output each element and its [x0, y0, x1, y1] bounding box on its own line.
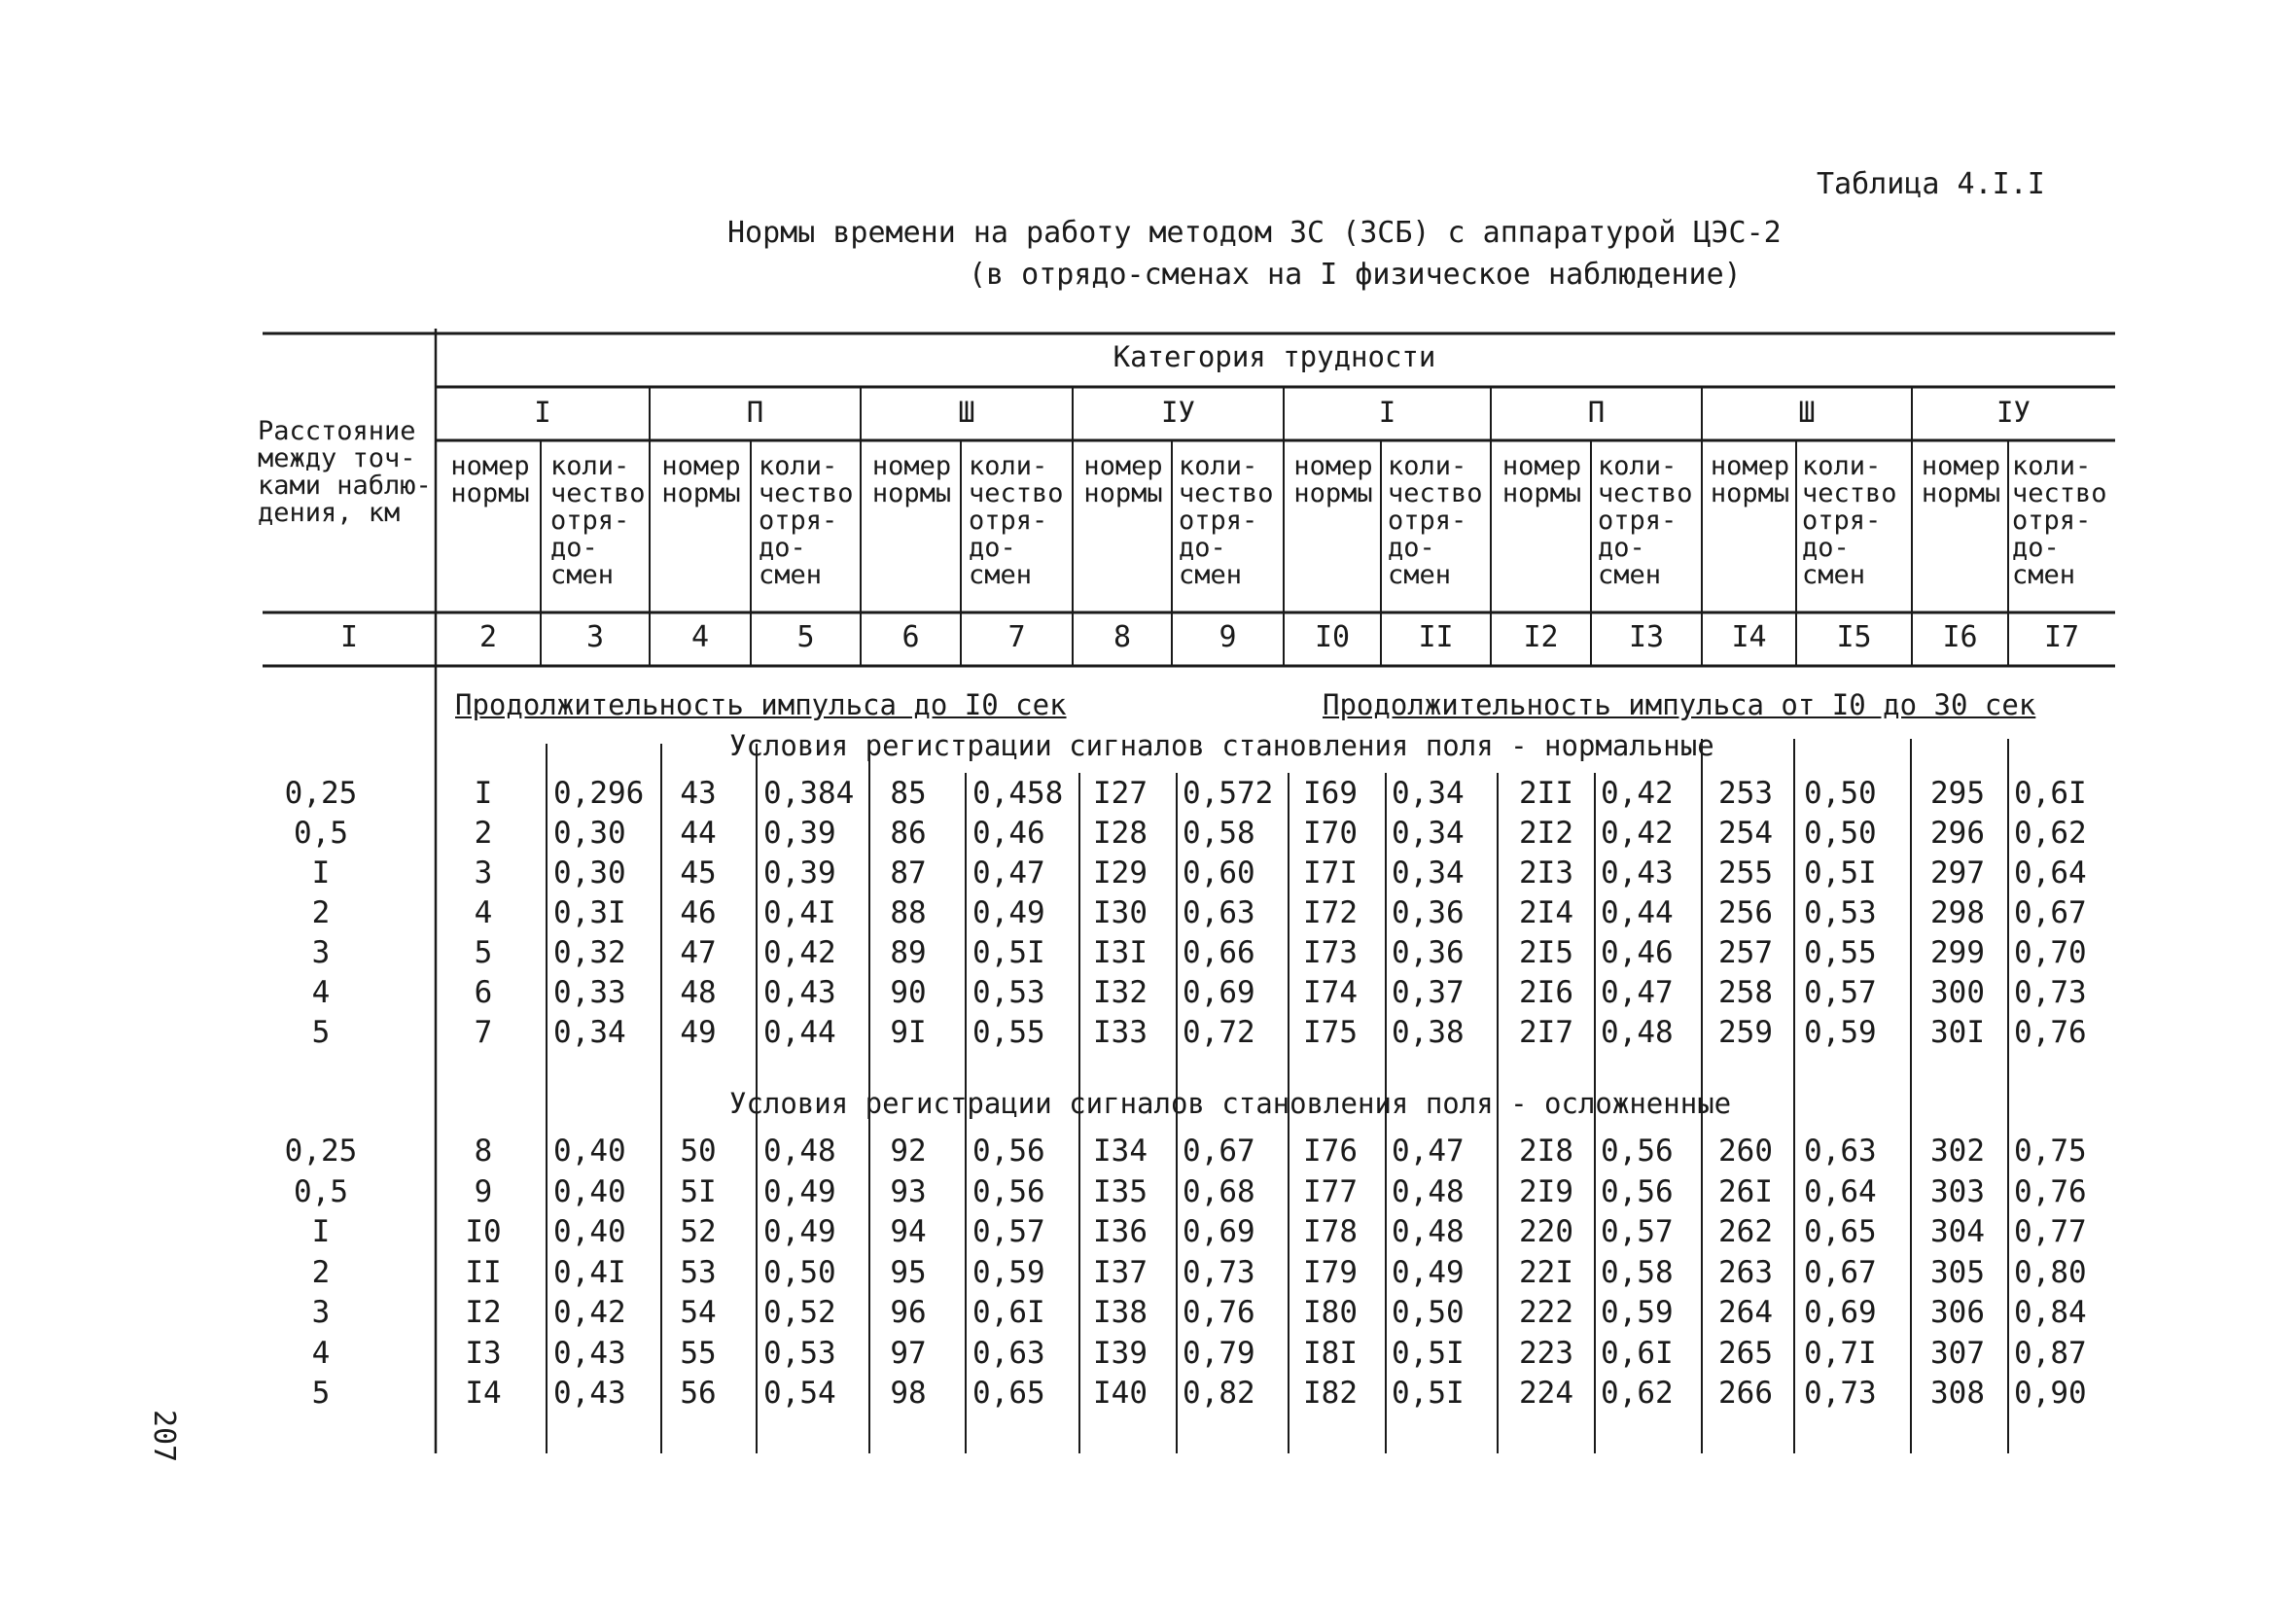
- norm-number-cell: I7I: [1303, 856, 1358, 891]
- category-label: Ш: [1798, 396, 1816, 429]
- norm-number-cell: 263: [1718, 1254, 1773, 1290]
- norm-number-cell: 307: [1930, 1335, 1985, 1371]
- norm-number-cell: 2I9: [1519, 1173, 1573, 1209]
- norm-number-cell: 47: [680, 935, 717, 970]
- norm-number-cell: 306: [1930, 1295, 1985, 1330]
- quantity-cell: 0,50: [1392, 1295, 1465, 1330]
- norm-number-cell: I30: [1093, 895, 1148, 930]
- norm-number-cell: 304: [1930, 1214, 1985, 1249]
- quantity-cell: 0,80: [2014, 1254, 2087, 1290]
- quantity-cell: 0,48: [1392, 1214, 1465, 1249]
- norm-number-cell: 50: [680, 1134, 717, 1169]
- quantity-cell: 0,42: [553, 1295, 626, 1330]
- norm-number-cell: 2I6: [1519, 975, 1573, 1010]
- norm-number-cell: I27: [1093, 776, 1148, 811]
- norm-number-cell: 87: [890, 856, 927, 891]
- norm-number-cell: I2: [465, 1295, 502, 1330]
- quantity-cell: 0,58: [1183, 816, 1255, 851]
- quantity-cell: 0,49: [1392, 1254, 1465, 1290]
- quantity-cell: 0,5I: [972, 935, 1045, 970]
- distance-cell: 4: [311, 975, 331, 1010]
- quantity-cell: 0,73: [2014, 975, 2087, 1010]
- quantity-cell: 0,33: [553, 975, 626, 1010]
- norm-number-header: номер нормы: [1710, 451, 1790, 508]
- norm-number-cell: I4: [465, 1376, 502, 1411]
- distance-cell: 2: [311, 895, 331, 930]
- norm-number-cell: 7: [474, 1015, 493, 1050]
- norm-number-cell: I76: [1303, 1134, 1358, 1169]
- quantity-cell: 0,59: [972, 1254, 1045, 1290]
- norm-number-cell: I28: [1093, 816, 1148, 851]
- norm-number-cell: I82: [1303, 1376, 1358, 1411]
- category-label: IУ: [1996, 396, 2031, 429]
- quantity-cell: 0,384: [763, 776, 855, 811]
- column-number: I0: [1314, 620, 1351, 654]
- quantity-cell: 0,34: [1392, 816, 1465, 851]
- quantity-cell: 0,62: [2014, 816, 2087, 851]
- quantity-cell: 0,6I: [1601, 1335, 1674, 1371]
- distance-cell: 0,25: [284, 776, 358, 811]
- distance-cell: 2: [311, 1254, 331, 1290]
- quantity-cell: 0,43: [1601, 856, 1674, 891]
- norm-number-cell: 266: [1718, 1376, 1773, 1411]
- quantity-cell: 0,77: [2014, 1214, 2087, 1249]
- quantity-cell: 0,53: [763, 1335, 836, 1371]
- column-number: 2: [478, 620, 498, 654]
- norm-number-cell: I8I: [1303, 1335, 1358, 1371]
- distance-cell: I: [311, 1214, 331, 1249]
- norm-number-cell: 92: [890, 1134, 927, 1169]
- quantity-cell: 0,79: [1183, 1335, 1255, 1371]
- norm-number-cell: 262: [1718, 1214, 1773, 1249]
- quantity-cell: 0,39: [763, 816, 836, 851]
- quantity-cell: 0,55: [1804, 935, 1877, 970]
- norm-number-cell: 55: [680, 1335, 717, 1371]
- quantity-cell: 0,49: [763, 1173, 836, 1209]
- quantity-cell: 0,50: [1804, 816, 1877, 851]
- quantity-cell: 0,43: [553, 1376, 626, 1411]
- norm-number-cell: 2II: [1519, 776, 1573, 811]
- quantity-cell: 0,30: [553, 816, 626, 851]
- norm-number-cell: 308: [1930, 1376, 1985, 1411]
- norm-number-cell: 85: [890, 776, 927, 811]
- norm-number-cell: 52: [680, 1214, 717, 1249]
- norm-number-cell: I35: [1093, 1173, 1148, 1209]
- norm-number-header: номер нормы: [1293, 451, 1373, 508]
- category-label: Ш: [958, 396, 975, 429]
- norm-number-cell: 30I: [1930, 1015, 1985, 1050]
- norm-number-cell: I72: [1303, 895, 1358, 930]
- quantity-cell: 0,69: [1183, 1214, 1255, 1249]
- quantity-cell: 0,458: [972, 776, 1064, 811]
- quantity-cell: 0,59: [1601, 1295, 1674, 1330]
- quantity-cell: 0,50: [1804, 776, 1877, 811]
- quantity-header: коли- чество отря- до- смен: [759, 451, 854, 590]
- quantity-cell: 0,75: [2014, 1134, 2087, 1169]
- norm-number-cell: 3: [474, 856, 493, 891]
- norm-number-cell: I36: [1093, 1214, 1148, 1249]
- distance-cell: 0,25: [284, 1134, 358, 1169]
- quantity-cell: 0,56: [972, 1173, 1045, 1209]
- norm-number-cell: 2I5: [1519, 935, 1573, 970]
- quantity-cell: 0,4I: [553, 1254, 626, 1290]
- column-number: 3: [585, 620, 605, 654]
- quantity-cell: 0,56: [1601, 1173, 1674, 1209]
- norm-number-cell: I: [474, 776, 493, 811]
- norm-number-header: номер нормы: [450, 451, 530, 508]
- norm-number-cell: I74: [1303, 975, 1358, 1010]
- norm-number-cell: I79: [1303, 1254, 1358, 1290]
- quantity-cell: 0,48: [1601, 1015, 1674, 1050]
- quantity-cell: 0,87: [2014, 1335, 2087, 1371]
- quantity-cell: 0,47: [1392, 1134, 1465, 1169]
- quantity-header: коли- чество отря- до- смен: [2012, 451, 2107, 590]
- norm-number-cell: 97: [890, 1335, 927, 1371]
- distance-cell: 0,5: [294, 816, 348, 851]
- norm-number-cell: II: [465, 1254, 502, 1290]
- quantity-cell: 0,49: [763, 1214, 836, 1249]
- column-number: 8: [1113, 620, 1132, 654]
- quantity-cell: 0,66: [1183, 935, 1255, 970]
- column-number: I3: [1628, 620, 1665, 654]
- norm-number-cell: I34: [1093, 1134, 1148, 1169]
- norm-number-cell: I69: [1303, 776, 1358, 811]
- quantity-cell: 0,44: [763, 1015, 836, 1050]
- column-number: 6: [901, 620, 920, 654]
- quantity-cell: 0,32: [553, 935, 626, 970]
- quantity-header: коли- чество отря- до- смен: [1802, 451, 1897, 590]
- quantity-cell: 0,90: [2014, 1376, 2087, 1411]
- column-number: I4: [1731, 620, 1767, 654]
- norm-number-cell: 303: [1930, 1173, 1985, 1209]
- norm-number-cell: 2I8: [1519, 1134, 1573, 1169]
- quantity-cell: 0,63: [1804, 1134, 1877, 1169]
- norm-number-cell: 264: [1718, 1295, 1773, 1330]
- quantity-cell: 0,37: [1392, 975, 1465, 1010]
- norm-number-cell: 305: [1930, 1254, 1985, 1290]
- category-label: П: [746, 396, 764, 429]
- norm-number-cell: 260: [1718, 1134, 1773, 1169]
- distance-cell: 5: [311, 1015, 331, 1050]
- quantity-cell: 0,48: [763, 1134, 836, 1169]
- norm-number-cell: 300: [1930, 975, 1985, 1010]
- quantity-cell: 0,5I: [1804, 856, 1877, 891]
- quantity-header: коли- чество отря- до- смен: [969, 451, 1064, 590]
- quantity-cell: 0,36: [1392, 895, 1465, 930]
- column-number: I5: [1836, 620, 1872, 654]
- norm-number-header: номер нормы: [1921, 451, 2001, 508]
- quantity-cell: 0,42: [1601, 776, 1674, 811]
- norm-number-cell: 26I: [1718, 1173, 1773, 1209]
- norm-number-cell: 259: [1718, 1015, 1773, 1050]
- quantity-cell: 0,42: [763, 935, 836, 970]
- table-title: Нормы времени на работу методом ЗС (ЗСБ) с аппаратурой ЦЭС-2: [727, 216, 1782, 250]
- norm-number-cell: 48: [680, 975, 717, 1010]
- norm-number-cell: I75: [1303, 1015, 1358, 1050]
- norm-number-cell: I80: [1303, 1295, 1358, 1330]
- norm-number-cell: 2I2: [1519, 816, 1573, 851]
- quantity-cell: 0,64: [2014, 856, 2087, 891]
- quantity-cell: 0,67: [1804, 1254, 1877, 1290]
- quantity-cell: 0,73: [1183, 1254, 1255, 1290]
- quantity-cell: 0,40: [553, 1173, 626, 1209]
- quantity-cell: 0,67: [1183, 1134, 1255, 1169]
- quantity-cell: 0,46: [972, 816, 1045, 851]
- norm-number-cell: 49: [680, 1015, 717, 1050]
- quantity-cell: 0,36: [1392, 935, 1465, 970]
- norm-number-cell: I3I: [1093, 935, 1148, 970]
- norm-number-cell: I78: [1303, 1214, 1358, 1249]
- quantity-cell: 0,50: [763, 1254, 836, 1290]
- norm-number-header: номер нормы: [1501, 451, 1582, 508]
- norm-number-cell: 4: [474, 895, 493, 930]
- norm-number-cell: 6: [474, 975, 493, 1010]
- quantity-header: коли- чество отря- до- смен: [550, 451, 646, 590]
- distance-cell: 4: [311, 1335, 331, 1371]
- distance-cell: I: [311, 856, 331, 891]
- norm-number-cell: I73: [1303, 935, 1358, 970]
- table-subtitle: (в отрядо-сменах на I физическое наблюдение): [969, 258, 1742, 292]
- quantity-cell: 0,73: [1804, 1376, 1877, 1411]
- section-normal-label: Условия регистрации сигналов становления поля - нормальные: [729, 729, 1714, 762]
- quantity-cell: 0,84: [2014, 1295, 2087, 1330]
- distance-cell: 3: [311, 1295, 331, 1330]
- quantity-header: коли- чество отря- до- смен: [1179, 451, 1274, 590]
- column-number: I2: [1523, 620, 1559, 654]
- norm-number-cell: 45: [680, 856, 717, 891]
- norm-number-cell: 253: [1718, 776, 1773, 811]
- norm-number-cell: 56: [680, 1376, 717, 1411]
- category-label: П: [1587, 396, 1606, 429]
- norm-number-cell: I77: [1303, 1173, 1358, 1209]
- quantity-cell: 0,4I: [763, 895, 836, 930]
- norm-number-cell: 5: [474, 935, 493, 970]
- norm-number-cell: I0: [465, 1214, 502, 1249]
- norm-number-cell: 5I: [680, 1173, 717, 1209]
- norm-number-cell: I38: [1093, 1295, 1148, 1330]
- quantity-cell: 0,68: [1183, 1173, 1255, 1209]
- quantity-cell: 0,6I: [972, 1295, 1045, 1330]
- quantity-cell: 0,54: [763, 1376, 836, 1411]
- quantity-cell: 0,49: [972, 895, 1045, 930]
- quantity-cell: 0,64: [1804, 1173, 1877, 1209]
- norm-number-cell: I39: [1093, 1335, 1148, 1371]
- norm-number-cell: 46: [680, 895, 717, 930]
- quantity-cell: 0,39: [763, 856, 836, 891]
- distance-column-header: Расстояние между точ- ками наблю- дения, км: [258, 416, 432, 528]
- section-complicated-label: Условия регистрации сигналов становления поля - осложненные: [729, 1087, 1732, 1120]
- norm-number-cell: 54: [680, 1295, 717, 1330]
- category-title: Категория трудности: [1113, 340, 1436, 373]
- norm-number-cell: I3: [465, 1335, 502, 1371]
- quantity-cell: 0,63: [972, 1335, 1045, 1371]
- column-number: 7: [1007, 620, 1026, 654]
- norm-number-cell: 297: [1930, 856, 1985, 891]
- quantity-cell: 0,58: [1601, 1254, 1674, 1290]
- norm-number-cell: 95: [890, 1254, 927, 1290]
- column-number: I6: [1942, 620, 1978, 654]
- column-number: II: [1418, 620, 1454, 654]
- norm-number-cell: 88: [890, 895, 927, 930]
- quantity-header: коли- чество отря- до- смен: [1598, 451, 1693, 590]
- norm-number-cell: 223: [1519, 1335, 1573, 1371]
- quantity-cell: 0,47: [1601, 975, 1674, 1010]
- quantity-cell: 0,30: [553, 856, 626, 891]
- column-number: I: [339, 620, 359, 654]
- norm-number-cell: 257: [1718, 935, 1773, 970]
- column-number: 5: [796, 620, 815, 654]
- page-number: 207: [147, 1410, 181, 1463]
- norm-number-cell: 90: [890, 975, 927, 1010]
- norm-number-cell: 2I4: [1519, 895, 1573, 930]
- quantity-cell: 0,44: [1601, 895, 1674, 930]
- quantity-cell: 0,53: [1804, 895, 1877, 930]
- norm-number-cell: 255: [1718, 856, 1773, 891]
- quantity-cell: 0,40: [553, 1214, 626, 1249]
- quantity-cell: 0,56: [1601, 1134, 1674, 1169]
- quantity-cell: 0,55: [972, 1015, 1045, 1050]
- table-label: Таблица 4.I.I: [1817, 167, 2045, 201]
- norm-number-cell: 2: [474, 816, 493, 851]
- quantity-cell: 0,3I: [553, 895, 626, 930]
- norm-number-cell: 298: [1930, 895, 1985, 930]
- norm-number-cell: 256: [1718, 895, 1773, 930]
- quantity-cell: 0,34: [553, 1015, 626, 1050]
- quantity-cell: 0,38: [1392, 1015, 1465, 1050]
- norm-number-cell: 220: [1519, 1214, 1573, 1249]
- quantity-cell: 0,65: [972, 1376, 1045, 1411]
- norm-number-cell: 89: [890, 935, 927, 970]
- distance-cell: 3: [311, 935, 331, 970]
- quantity-cell: 0,60: [1183, 856, 1255, 891]
- norm-number-cell: I33: [1093, 1015, 1148, 1050]
- norm-number-cell: I70: [1303, 816, 1358, 851]
- quantity-cell: 0,34: [1392, 776, 1465, 811]
- norm-number-cell: 222: [1519, 1295, 1573, 1330]
- norm-number-cell: 98: [890, 1376, 927, 1411]
- norm-number-cell: 224: [1519, 1376, 1573, 1411]
- norm-number-cell: 254: [1718, 816, 1773, 851]
- norm-number-cell: I40: [1093, 1376, 1148, 1411]
- quantity-cell: 0,56: [972, 1134, 1045, 1169]
- quantity-cell: 0,69: [1804, 1295, 1877, 1330]
- category-label: I: [534, 396, 551, 429]
- quantity-cell: 0,72: [1183, 1015, 1255, 1050]
- quantity-cell: 0,43: [553, 1335, 626, 1371]
- quantity-cell: 0,57: [972, 1214, 1045, 1249]
- norm-number-cell: 265: [1718, 1335, 1773, 1371]
- quantity-cell: 0,76: [1183, 1295, 1255, 1330]
- duration-label-right: Продолжительность импульса от I0 до 30 сек: [1323, 688, 2036, 721]
- norm-number-cell: 9I: [890, 1015, 927, 1050]
- norm-number-cell: 8: [474, 1134, 493, 1169]
- quantity-cell: 0,62: [1601, 1376, 1674, 1411]
- quantity-cell: 0,296: [553, 776, 645, 811]
- norm-number-cell: 93: [890, 1173, 927, 1209]
- quantity-cell: 0,76: [2014, 1015, 2087, 1050]
- norm-number-cell: 94: [890, 1214, 927, 1249]
- quantity-cell: 0,6I: [2014, 776, 2087, 811]
- column-number: 9: [1219, 620, 1237, 654]
- norm-number-cell: I37: [1093, 1254, 1148, 1290]
- category-label: I: [1378, 396, 1396, 429]
- norm-number-cell: I32: [1093, 975, 1148, 1010]
- norm-number-cell: 296: [1930, 816, 1985, 851]
- norm-number-cell: 86: [890, 816, 927, 851]
- quantity-cell: 0,67: [2014, 895, 2087, 930]
- norm-number-header: номер нормы: [1083, 451, 1163, 508]
- quantity-cell: 0,69: [1183, 975, 1255, 1010]
- norm-number-cell: 2I7: [1519, 1015, 1573, 1050]
- quantity-cell: 0,5I: [1392, 1376, 1465, 1411]
- quantity-cell: 0,572: [1183, 776, 1274, 811]
- quantity-cell: 0,82: [1183, 1376, 1255, 1411]
- quantity-cell: 0,7I: [1804, 1335, 1877, 1371]
- norm-number-cell: 299: [1930, 935, 1985, 970]
- quantity-cell: 0,65: [1804, 1214, 1877, 1249]
- norm-number-cell: 44: [680, 816, 717, 851]
- quantity-cell: 0,76: [2014, 1173, 2087, 1209]
- quantity-cell: 0,5I: [1392, 1335, 1465, 1371]
- distance-cell: 5: [311, 1376, 331, 1411]
- norm-number-cell: 22I: [1519, 1254, 1573, 1290]
- norm-number-cell: 302: [1930, 1134, 1985, 1169]
- norm-number-cell: 9: [474, 1173, 493, 1209]
- quantity-cell: 0,52: [763, 1295, 836, 1330]
- quantity-cell: 0,48: [1392, 1173, 1465, 1209]
- distance-cell: 0,5: [294, 1173, 348, 1209]
- quantity-cell: 0,47: [972, 856, 1045, 891]
- quantity-cell: 0,40: [553, 1134, 626, 1169]
- norm-number-cell: 2I3: [1519, 856, 1573, 891]
- quantity-cell: 0,42: [1601, 816, 1674, 851]
- quantity-cell: 0,63: [1183, 895, 1255, 930]
- quantity-cell: 0,59: [1804, 1015, 1877, 1050]
- quantity-cell: 0,53: [972, 975, 1045, 1010]
- duration-label-left: Продолжительность импульса до I0 сек: [455, 688, 1067, 721]
- norm-number-header: номер нормы: [871, 451, 952, 508]
- quantity-cell: 0,46: [1601, 935, 1674, 970]
- quantity-cell: 0,70: [2014, 935, 2087, 970]
- quantity-cell: 0,57: [1601, 1214, 1674, 1249]
- norm-number-header: номер нормы: [661, 451, 741, 508]
- norm-number-cell: 96: [890, 1295, 927, 1330]
- quantity-cell: 0,34: [1392, 856, 1465, 891]
- column-number: 4: [690, 620, 710, 654]
- quantity-header: коли- чество отря- до- смен: [1388, 451, 1483, 590]
- norm-number-cell: 43: [680, 776, 717, 811]
- quantity-cell: 0,43: [763, 975, 836, 1010]
- quantity-cell: 0,57: [1804, 975, 1877, 1010]
- norm-number-cell: 295: [1930, 776, 1985, 811]
- category-label: IУ: [1161, 396, 1195, 429]
- norm-number-cell: 53: [680, 1254, 717, 1290]
- column-number: I7: [2043, 620, 2080, 654]
- norm-number-cell: 258: [1718, 975, 1773, 1010]
- norm-number-cell: I29: [1093, 856, 1148, 891]
